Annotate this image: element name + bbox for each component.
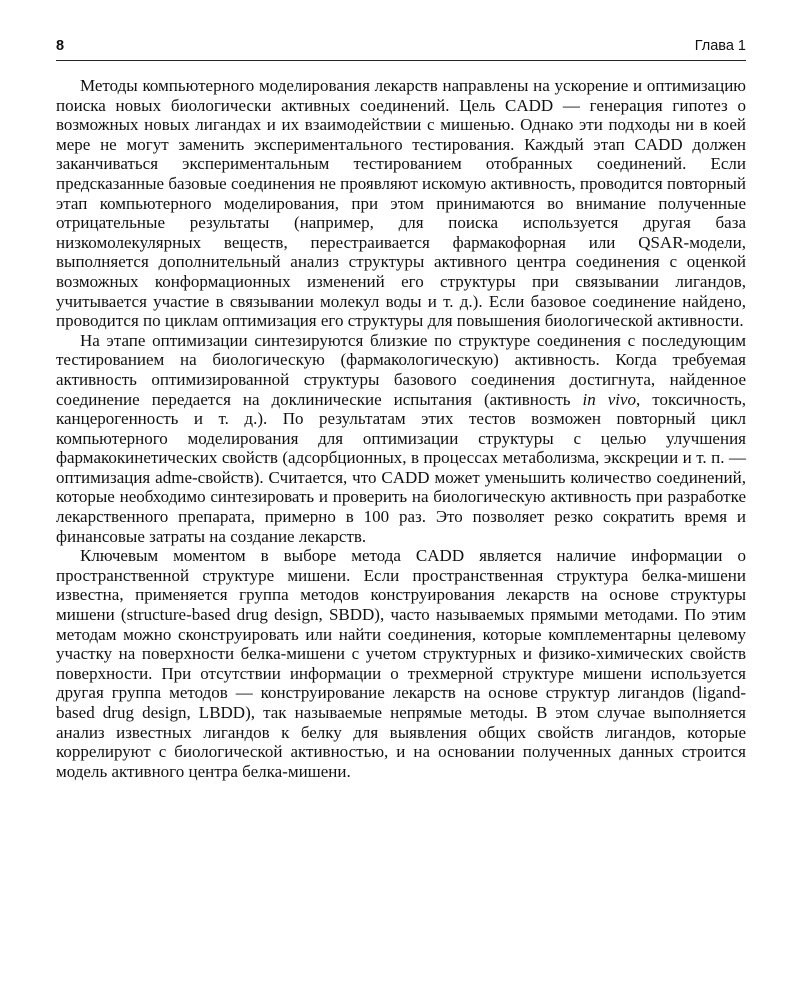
in-vivo-term: in vivo: [582, 389, 637, 409]
paragraph-2: На этапе оптимизации синтезируются близкие по структуре соединения с последующим тестированием на биологическую (фармакологическую) активность. Когда требуемая активность оптимизированной структуры базового соединения достигнута, найденное соединение передается на доклинические испытания (активность in vivo, токсичность, канцерогенность и т. д.). По результатам этих тестов возможен повторный цикл компьютерного моделирования для оптимизации структуры с целью улучшения фармакокинетических свойств (адсорбционных, в процессах метаболизма, экскреции и т. п. — оптимизация adme-свойств). Считается, что CADD может уменьшить количество соединений, которые необходимо синтезировать и проверить на биологическую активность при разработке лекарственного препарата, примерно в 100 раз. Это позволяет резко сократить время и финансовые затраты на создание лекарств.: [56, 330, 747, 546]
paragraph-3: Ключевым моментом в выборе метода CADD является наличие информации о пространственной структуре мишени. Если пространственная структура белка-мишени известна, применяется группа методов конструирования лекарств на основе структуры мишени (structure-based drug design, SBDD), часто называемых прямыми методами. По этим методам можно сконструировать или найти соединения, которые комплементарны целевому участку на поверхности белка-мишени с учетом структурных и физико-химических свойств поверхности. При отсутствии информации о трехмерной структуре мишени используется другая группа методов — конструирование лекарств на основе структур лигандов (ligand-based drug design, LBDD), так называемые непрямые методы. В этом случае выполняется анализ известных лигандов к белку для выявления общих свойств лигандов, которые коррелируют с биологической активностью, и на основании полученных данных строится модель активного центра белка-мишени.: [56, 546, 746, 781]
header-rule: [56, 60, 746, 61]
body-text: [56, 76, 746, 781]
paragraph-1: Методы компьютерного моделирования лекарств направлены на ускорение и оптимизацию поиска новых биологически активных соединений. Цель CADD — генерация гипотез о возможных новых лигандах и их взаимодействии с мишенью. Однако эти подходы ни в коей мере не могут заменить экспериментального тестирования. Каждый этап CADD должен заканчиваться экспериментальным тестированием отобранных соединений. Если предсказанные базовые соединения не проявляют искомую активность, проводится повторный этап компьютерного моделирования, при этом принимаются во внимание полученные отрицательные результаты (например, для поиска используется другая база низкомолекулярных веществ, перестраивается фармакофорная или QSAR-модели, выполняется дополнительный анализ структуры активного центра соединения с оценкой возможных конформационных изменений его структуры при связывании лигандов, учитывается участие в связывании молекул воды и т. д.). Если базовое соединение найдено, проводится по циклам оптимизация его структуры для повышения биологической активности.: [56, 76, 746, 331]
running-head: [56, 38, 746, 60]
page-number: 8: [56, 38, 65, 54]
chapter-label: Глава 1: [694, 38, 746, 54]
